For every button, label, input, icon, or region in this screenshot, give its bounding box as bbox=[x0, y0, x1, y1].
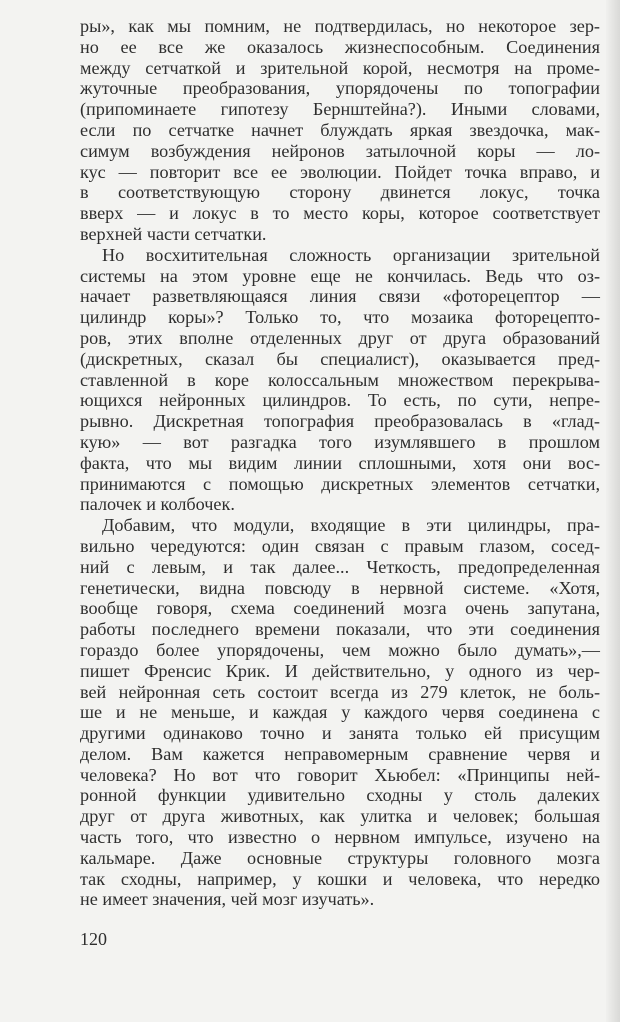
text-line: вообще говоря, схема соединений мозга очень запутана, bbox=[80, 598, 600, 619]
text-line: (припоминаете гипотезу Бернштейна?). Иными словами, bbox=[80, 99, 600, 120]
text-line: между сетчаткой и зрительной корой, несмотря на проме- bbox=[80, 57, 600, 78]
text-line: факта, что мы видим линии сплошными, хотя они вос- bbox=[80, 452, 600, 473]
text-line: цилиндр коры»? Только то, что мозаика фоторецепто- bbox=[80, 307, 600, 328]
text-line: но ее все же оказалось жизнеспособным. Соединения bbox=[80, 36, 600, 57]
text-line: работы последнего времени показали, что эти соединения bbox=[80, 619, 600, 640]
paragraph bbox=[80, 16, 600, 245]
text-line: вильно чередуются: один связан с правым глазом, сосед- bbox=[80, 535, 600, 556]
text-line: друг от друга животных, как улитка и человек; большая bbox=[80, 806, 600, 827]
text-line: палочек и колбочек. bbox=[80, 494, 235, 515]
text-line: Добавим, что модули, входящие в эти цилиндры, пра- bbox=[102, 515, 600, 536]
text-line: кус — повторит все ее эволюции. Пойдет точка вправо, и bbox=[80, 161, 600, 182]
paragraph bbox=[80, 515, 600, 910]
text-line: гораздо более упорядочены, чем можно было думать»,— bbox=[80, 639, 600, 660]
text-line: жуточные преобразования, упорядочены по топографии bbox=[80, 78, 600, 99]
text-line: ющихся нейронных цилиндров. То есть, по сути, непре- bbox=[80, 390, 600, 411]
page-number: 120 bbox=[80, 929, 107, 950]
text-line: другими одинаково точно и занята только ей присущим bbox=[80, 723, 600, 744]
text-line: ний с левым, и так далее... Четкость, предопределенная bbox=[80, 556, 600, 577]
page-edge-shadow bbox=[606, 0, 620, 1022]
text-line: в соответствующую сторону двинется локус, точка bbox=[80, 182, 600, 203]
text-line: начает разветвляющаяся линия связи «фоторецептор — bbox=[80, 286, 600, 307]
text-line: вей нейронная сеть состоит всегда из 279 клеток, не боль- bbox=[80, 681, 600, 702]
text-line: ры», как мы помним, не подтвердилась, но некоторое зер- bbox=[80, 16, 600, 36]
paragraph bbox=[80, 245, 600, 515]
text-line: человека? Но вот что говорит Хьюбел: «Принципы ней- bbox=[80, 764, 600, 785]
text-line: системы на этом уровне еще не кончилась. Ведь что оз- bbox=[80, 265, 600, 286]
text-line: принимаются с помощью дискретных элементов сетчатки, bbox=[80, 473, 600, 494]
text-line: не имеет значения, чей мозг изучать». bbox=[80, 889, 375, 910]
text-line: ставленной в коре колоссальным множеством перекрыва- bbox=[80, 369, 600, 390]
text-line: делом. Вам кажется неправомерным сравнение червя и bbox=[80, 743, 600, 764]
text-line: верхней части сетчатки. bbox=[80, 223, 267, 244]
text-line: часть того, что известно о нервном импульсе, изучено на bbox=[80, 827, 600, 848]
text-line: Но восхитительная сложность организации зрительной bbox=[102, 244, 600, 265]
text-line: пишет Френсис Крик. И действительно, у одного из чер- bbox=[80, 660, 600, 681]
text-line: рывно. Дискретная топография преобразовалась в «глад- bbox=[80, 411, 600, 432]
page-content bbox=[80, 16, 600, 950]
book-page-text bbox=[80, 16, 600, 910]
text-line: кую» — вот разгадка того изумлявшего в прошлом bbox=[80, 431, 600, 452]
text-line: генетически, видна повсюду в нервной системе. «Хотя, bbox=[80, 577, 600, 598]
text-line: ронной функции удивительно сходны у столь далеких bbox=[80, 785, 600, 806]
text-line: ров, этих вполне отделенных друг от друга образований bbox=[80, 327, 600, 348]
text-line: вверх — и локус в то место коры, которое соответствует bbox=[80, 203, 600, 224]
text-line: ше и не меньше, и каждая у каждого червя соединена с bbox=[80, 702, 600, 723]
text-line: симум возбуждения нейронов затылочной коры — ло- bbox=[80, 140, 600, 161]
text-line: (дискретных, сказал бы специалист), оказывается пред- bbox=[80, 348, 600, 369]
text-line: если по сетчатке начнет блуждать яркая звездочка, мак- bbox=[80, 119, 600, 140]
text-line: так сходны, например, у кошки и человека, что нередко bbox=[80, 868, 600, 889]
text-line: кальмаре. Даже основные структуры головного мозга bbox=[80, 847, 600, 868]
